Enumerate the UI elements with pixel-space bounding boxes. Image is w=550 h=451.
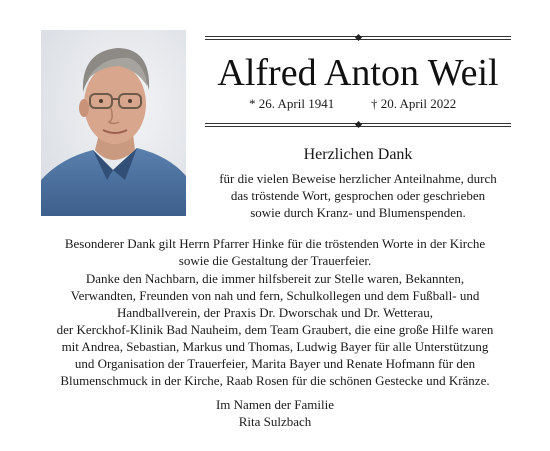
paragraph-line: Besonderer Dank gilt Herrn Pfarrer Hinke für die tröstenden Worte in der Kirche (64, 236, 486, 251)
death-date: † 20. April 2022 (371, 96, 457, 111)
general-thanks-paragraph (20, 270, 530, 389)
intro-line: sowie durch Kranz- und Blumenspenden. (250, 205, 466, 220)
paragraph-line: sowie die Gestaltung der Trauerfeier. (178, 253, 372, 268)
intro-line: das tröstende Wort, gesprochen oder geschrieben (230, 188, 486, 203)
thanks-heading: Herzlichen Dank (303, 146, 413, 163)
paragraph-line: Blumenschmuck in der Kirche, Raab Rosen für die schönen Gestecke und Kränze. (60, 373, 490, 388)
pastor-thanks-paragraph (20, 235, 530, 269)
signature-line: Im Namen der Familie (215, 397, 335, 412)
deceased-name: Alfred Anton Weil (217, 52, 499, 94)
paragraph-line: und Organisation der Trauerfeier, Marita Bayer und Renate Hofmann für den (74, 356, 476, 371)
paragraph-line: Handballverein, der Praxis Dr. Dworschak und Dr. Wetterau, (116, 305, 434, 320)
paragraph-line: mit Andrea, Sebastian, Markus und Thomas, Ludwig Bayer für alle Unterstützung (61, 339, 489, 354)
intro-text (205, 170, 511, 221)
signature (20, 396, 530, 430)
top-divider (205, 33, 511, 43)
paragraph-line: Danke den Nachbarn, die immer hilfsbereit zur Stelle waren, Bekannten, (85, 271, 465, 286)
portrait-photo (41, 30, 186, 216)
paragraph-line: der Kerckhof-Klinik Bad Nauheim, dem Team Graubert, die eine große Hilfe waren (56, 322, 494, 337)
birth-date: * 26. April 1941 (249, 96, 335, 111)
bottom-divider (205, 120, 511, 130)
intro-line: für die vielen Beweise herzlicher Anteilnahme, durch (219, 171, 497, 186)
paragraph-line: Verwandten, Freunden von nah und fern, Schulkollegen und dem Fußball- und (70, 288, 480, 303)
signature-line: Rita Sulzbach (238, 414, 312, 429)
